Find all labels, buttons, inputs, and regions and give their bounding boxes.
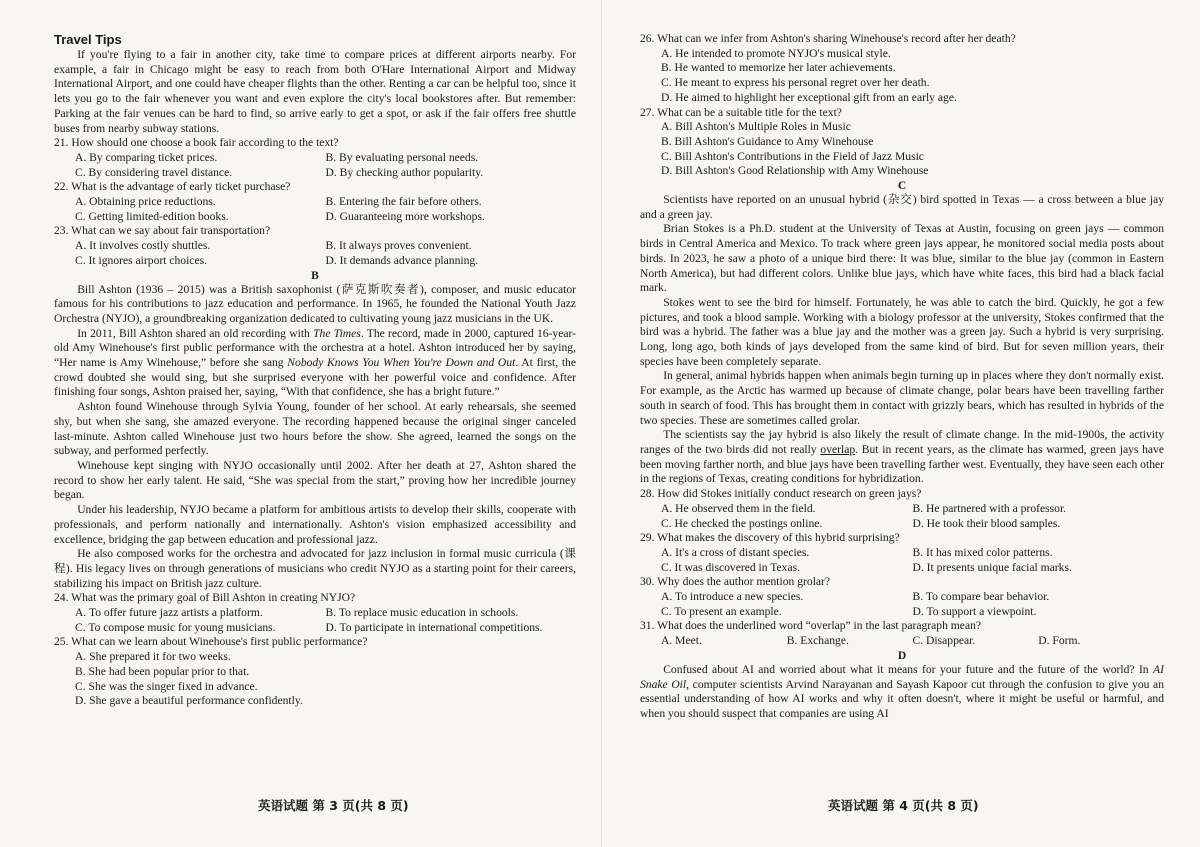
question-26	[640, 32, 1164, 106]
option-c: C. To present an example.	[661, 604, 782, 618]
option-c: C. By considering travel distance.	[75, 165, 233, 179]
question-21	[54, 136, 576, 180]
option-c: C. Bill Ashton's Contributions in the Field of Jazz Music	[661, 149, 924, 163]
option-d: D. Form.	[1038, 634, 1081, 648]
question-stem: 26. What can we infer from Ashton's sharing Winehouse's record after her death?	[640, 32, 1016, 45]
passage-a-paragraph: If you're flying to a fair in another city, take time to compare prices at different airports nearby. For example, a fair in Chicago might be easy to reach from both O'Hare International Airport and Midway International Airport, and one could have cheaper flights than the other. Renting a car can be helpful too, since it lets you go to the fair whenever you want and even explore the city's local bookstores after. But remember: Parking at the fair venues can be hard to find, so arrive early to get a spot, or ask if the fair offers free shuttle buses from nearby subway stations.	[54, 48, 576, 135]
text-run: The scientists say the jay hybrid is also likely the result of climate change. In the mid-1900s, the activity ranges of the two birds did not really	[640, 428, 1164, 456]
question-27	[640, 106, 1164, 180]
option-d: D. He aimed to highlight her exceptional gift from an early age.	[661, 90, 957, 104]
option-d: D. She gave a beautiful performance confidently.	[75, 694, 303, 708]
passage-d-paragraph-1	[640, 663, 1164, 722]
question-stem: 31. What does the underlined word “overlap” in the last paragraph mean?	[640, 619, 982, 633]
option-b: B. Bill Ashton's Guidance to Amy Winehouse	[661, 134, 874, 148]
page-gutter	[601, 0, 602, 847]
option-a: A. Bill Ashton's Multiple Roles in Music	[661, 120, 851, 134]
option-a: A. It involves costly shuttles.	[75, 239, 211, 253]
passage-b-paragraph-4: Winehouse kept singing with NYJO occasionally until 2002. After her death at 27, Ashton shared the record to show her early talent. He said, “She was special from the start,” proving how her incredible journey began.	[54, 458, 576, 502]
text-run: . At first, the crowd doubted she would sing, but she surprised everyone with her powerful voice and confidence. After finishing four songs, Ashton praised her, saying, “With that confidence, she has a bright future.”	[54, 356, 576, 399]
book-title: AI Snake Oil	[640, 662, 1164, 691]
question-stem: 29. What makes the discovery of this hybrid surprising?	[640, 531, 900, 545]
underlined-word: overlap	[820, 442, 856, 456]
question-29	[640, 531, 1164, 575]
option-d: D. To support a viewpoint.	[912, 604, 1037, 618]
text-run: Confused about AI and worried about what it means for your future and the future of the world? In	[663, 662, 1154, 676]
question-25	[54, 635, 576, 709]
passage-c-paragraph-2: Brian Stokes is a Ph.D. student at the University of Texas at Austin, focusing on green jays — common birds in Central America and Mexico. To track where green jays appear, he monitored social media posts about birds. In 2023, he saw a photo of a unique bird there: It was blue, similar to the blue jay (common in Eastern North America), but had different colors. Unlike blue jays, which have white faces, this bird had a black facial mark.	[640, 222, 1164, 295]
question-30	[640, 575, 1164, 619]
question-23	[54, 224, 576, 268]
options	[640, 546, 1164, 575]
option-b: B. He partnered with a professor.	[912, 501, 1067, 515]
text-run: . But in recent years, as the climate has warmed, green jays have been moving farther north, and blue jays have been travelling farther west. Eventually, they have seen each other in the regions of Texas, creating conditions for hybridization.	[640, 442, 1164, 486]
option-b: B. To compare bear behavior.	[912, 590, 1050, 604]
passage-c-paragraph-1: Scientists have reported on an unusual hybrid (杂交) bird spotted in Texas — a cross between a blue jay and a green jay.	[640, 193, 1164, 221]
passage-b-paragraph-2	[54, 327, 576, 401]
option-a: A. By comparing ticket prices.	[75, 150, 218, 164]
option-c: C. It ignores airport choices.	[75, 253, 208, 267]
options	[54, 606, 576, 635]
question-stem: 23. What can we say about fair transportation?	[54, 224, 271, 238]
option-b: B. To replace music education in schools.	[325, 606, 519, 620]
options	[640, 502, 1164, 531]
passage-c-paragraph-3: Stokes went to see the bird for himself. Fortunately, he was able to catch the bird. Quickly, he got a few pictures, and took a blood sample. Working with a biology professor at the university, Stokes confirmed that the bird was a hybrid. The father was a blue jay and the mother was a green jay. Such a hybrid is very surprising. Long, long ago, both kinds of jays developed from the same kind of bird. But for seven million years, their species have been completely separate.	[640, 295, 1164, 368]
passage-c-paragraph-5	[640, 428, 1164, 487]
option-c: C. He checked the postings online.	[661, 516, 823, 530]
option-a: A. Meet.	[661, 634, 702, 648]
section-d-heading: D	[897, 648, 907, 662]
left-page	[54, 32, 576, 709]
question-24	[54, 591, 576, 635]
passage-a-title: Travel Tips	[54, 32, 122, 47]
section-c-heading: C	[897, 179, 907, 193]
options	[54, 239, 576, 268]
passage-b-paragraph-6: He also composed works for the orchestra and advocated for jazz inclusion in formal music curricula (课程). His legacy lives on through generations of musicians who credit NYJO as a starting point for their careers, stabilizing his impact on British jazz culture.	[54, 547, 576, 590]
section-b-heading: B	[311, 268, 319, 282]
song-title: Nobody Knows You When You're Down and Out	[287, 356, 516, 370]
options	[54, 151, 576, 180]
options	[640, 120, 1164, 179]
question-28	[640, 487, 1164, 531]
option-c: C. Getting limited-edition books.	[75, 209, 229, 223]
question-stem: 25. What can we learn about Winehouse's first public performance?	[54, 635, 368, 649]
page-footer-right: 英语试题 第 4 页(共 8 页)	[828, 798, 979, 813]
question-stem: 24. What was the primary goal of Bill Ashton in creating NYJO?	[54, 591, 356, 605]
options	[640, 47, 1164, 106]
newspaper-title: The Times	[313, 326, 361, 340]
question-stem: 30. Why does the author mention grolar?	[640, 575, 831, 589]
question-stem: 28. How did Stokes initially conduct research on green jays?	[640, 487, 922, 501]
right-page	[640, 32, 1164, 722]
page-footer-left: 英语试题 第 3 页(共 8 页)	[258, 798, 409, 813]
question-stem: 27. What can be a suitable title for the text?	[640, 105, 842, 119]
text-run: In 2011, Bill Ashton shared an old recording with	[77, 326, 314, 340]
option-a: A. To introduce a new species.	[661, 590, 804, 604]
passage-b-paragraph-5: Under his leadership, NYJO became a platform for ambitious artists to develop their skills, cooperate with professionals, and perform nationally and internationally. Ashton's vision emphasized accessibility and excellence, bridging the gap between education and professional jazz.	[54, 503, 576, 546]
option-b: B. It always proves convenient.	[325, 239, 472, 253]
option-d: D. It presents unique facial marks.	[912, 560, 1072, 574]
options	[640, 590, 1164, 619]
option-d: D. He took their blood samples.	[912, 516, 1061, 530]
option-d: D. By checking author popularity.	[325, 165, 484, 179]
options	[640, 634, 1164, 649]
option-a: A. He intended to promote NYJO's musical style.	[661, 46, 891, 60]
option-b: B. It has mixed color patterns.	[912, 545, 1053, 559]
option-a: A. To offer future jazz artists a platform.	[75, 606, 263, 620]
option-a: A. He observed them in the field.	[661, 501, 816, 515]
question-stem: 22. What is the advantage of early ticket purchase?	[54, 180, 291, 194]
passage-c-paragraph-4: In general, animal hybrids happen when animals begin turning up in places where they don't normally exist. For example, as the Arctic has warmed up because of climate change, polar bears have been travelling farther south in search of food. This has brought them in contact with grizzly bears, which has resulted in hybrids of the two species. These are sometimes called grolar.	[640, 369, 1164, 427]
option-c: C. He meant to express his personal regret over her death.	[661, 76, 930, 90]
option-c: C. It was discovered in Texas.	[661, 560, 801, 574]
option-d: D. It demands advance planning.	[325, 253, 479, 267]
option-d: D. To participate in international competitions.	[325, 620, 543, 634]
text-run: . The record, made in 2000, captured 16-year-old Amy Winehouse's first public performance with the orchestra at a hotel. Ashton introduced her by saying, “Her name is Amy Winehouse,” before she sang	[54, 326, 576, 370]
option-d: D. Guaranteeing more workshops.	[325, 209, 485, 223]
option-b: B. Exchange.	[786, 634, 849, 648]
option-a: A. Obtaining price reductions.	[75, 195, 216, 209]
option-c: C. Disappear.	[912, 634, 976, 648]
option-c: C. She was the singer fixed in advance.	[75, 679, 258, 693]
option-a: A. It's a cross of distant species.	[661, 545, 810, 559]
option-a: A. She prepared it for two weeks.	[75, 650, 231, 664]
options	[54, 195, 576, 224]
text-run: , computer scientists Arvind Narayanan and Sayash Kapoor cut through the confusion to give you an essential understanding of how AI works and why it often doesn't, where it might be useful or harmful, and when you should suspect that companies are using AI	[640, 677, 1164, 720]
option-b: B. Entering the fair before others.	[325, 195, 482, 209]
question-22	[54, 180, 576, 224]
question-31	[640, 619, 1164, 648]
options	[54, 650, 576, 709]
option-b: B. She had been popular prior to that.	[75, 664, 250, 678]
option-b: B. He wanted to memorize her later achievements.	[661, 61, 896, 75]
passage-b-paragraph-1: Bill Ashton (1936 – 2015) was a British saxophonist (萨克斯吹奏者), composer, and music educator famous for his contributions to jazz education and performance. In 1965, he founded the National Youth Jazz Orchestra (NYJO), a groundbreaking organization dedicated to cultivating young jazz musicians in the UK.	[54, 282, 576, 325]
option-b: B. By evaluating personal needs.	[325, 150, 479, 164]
question-stem: 21. How should one choose a book fair according to the text?	[54, 136, 339, 150]
option-d: D. Bill Ashton's Good Relationship with Amy Winehouse	[661, 164, 929, 178]
option-c: C. To compose music for young musicians.	[75, 620, 276, 634]
passage-b-paragraph-3: Ashton found Winehouse through Sylvia Young, founder of her school. At early rehearsals, she seemed shy, but when she sang, she amazed everyone. The recording happened because the original singer canceled last-minute. Ashton called Winehouse just two hours before the show. She agreed, learned the songs on the subway, and performed perfectly.	[54, 400, 576, 458]
